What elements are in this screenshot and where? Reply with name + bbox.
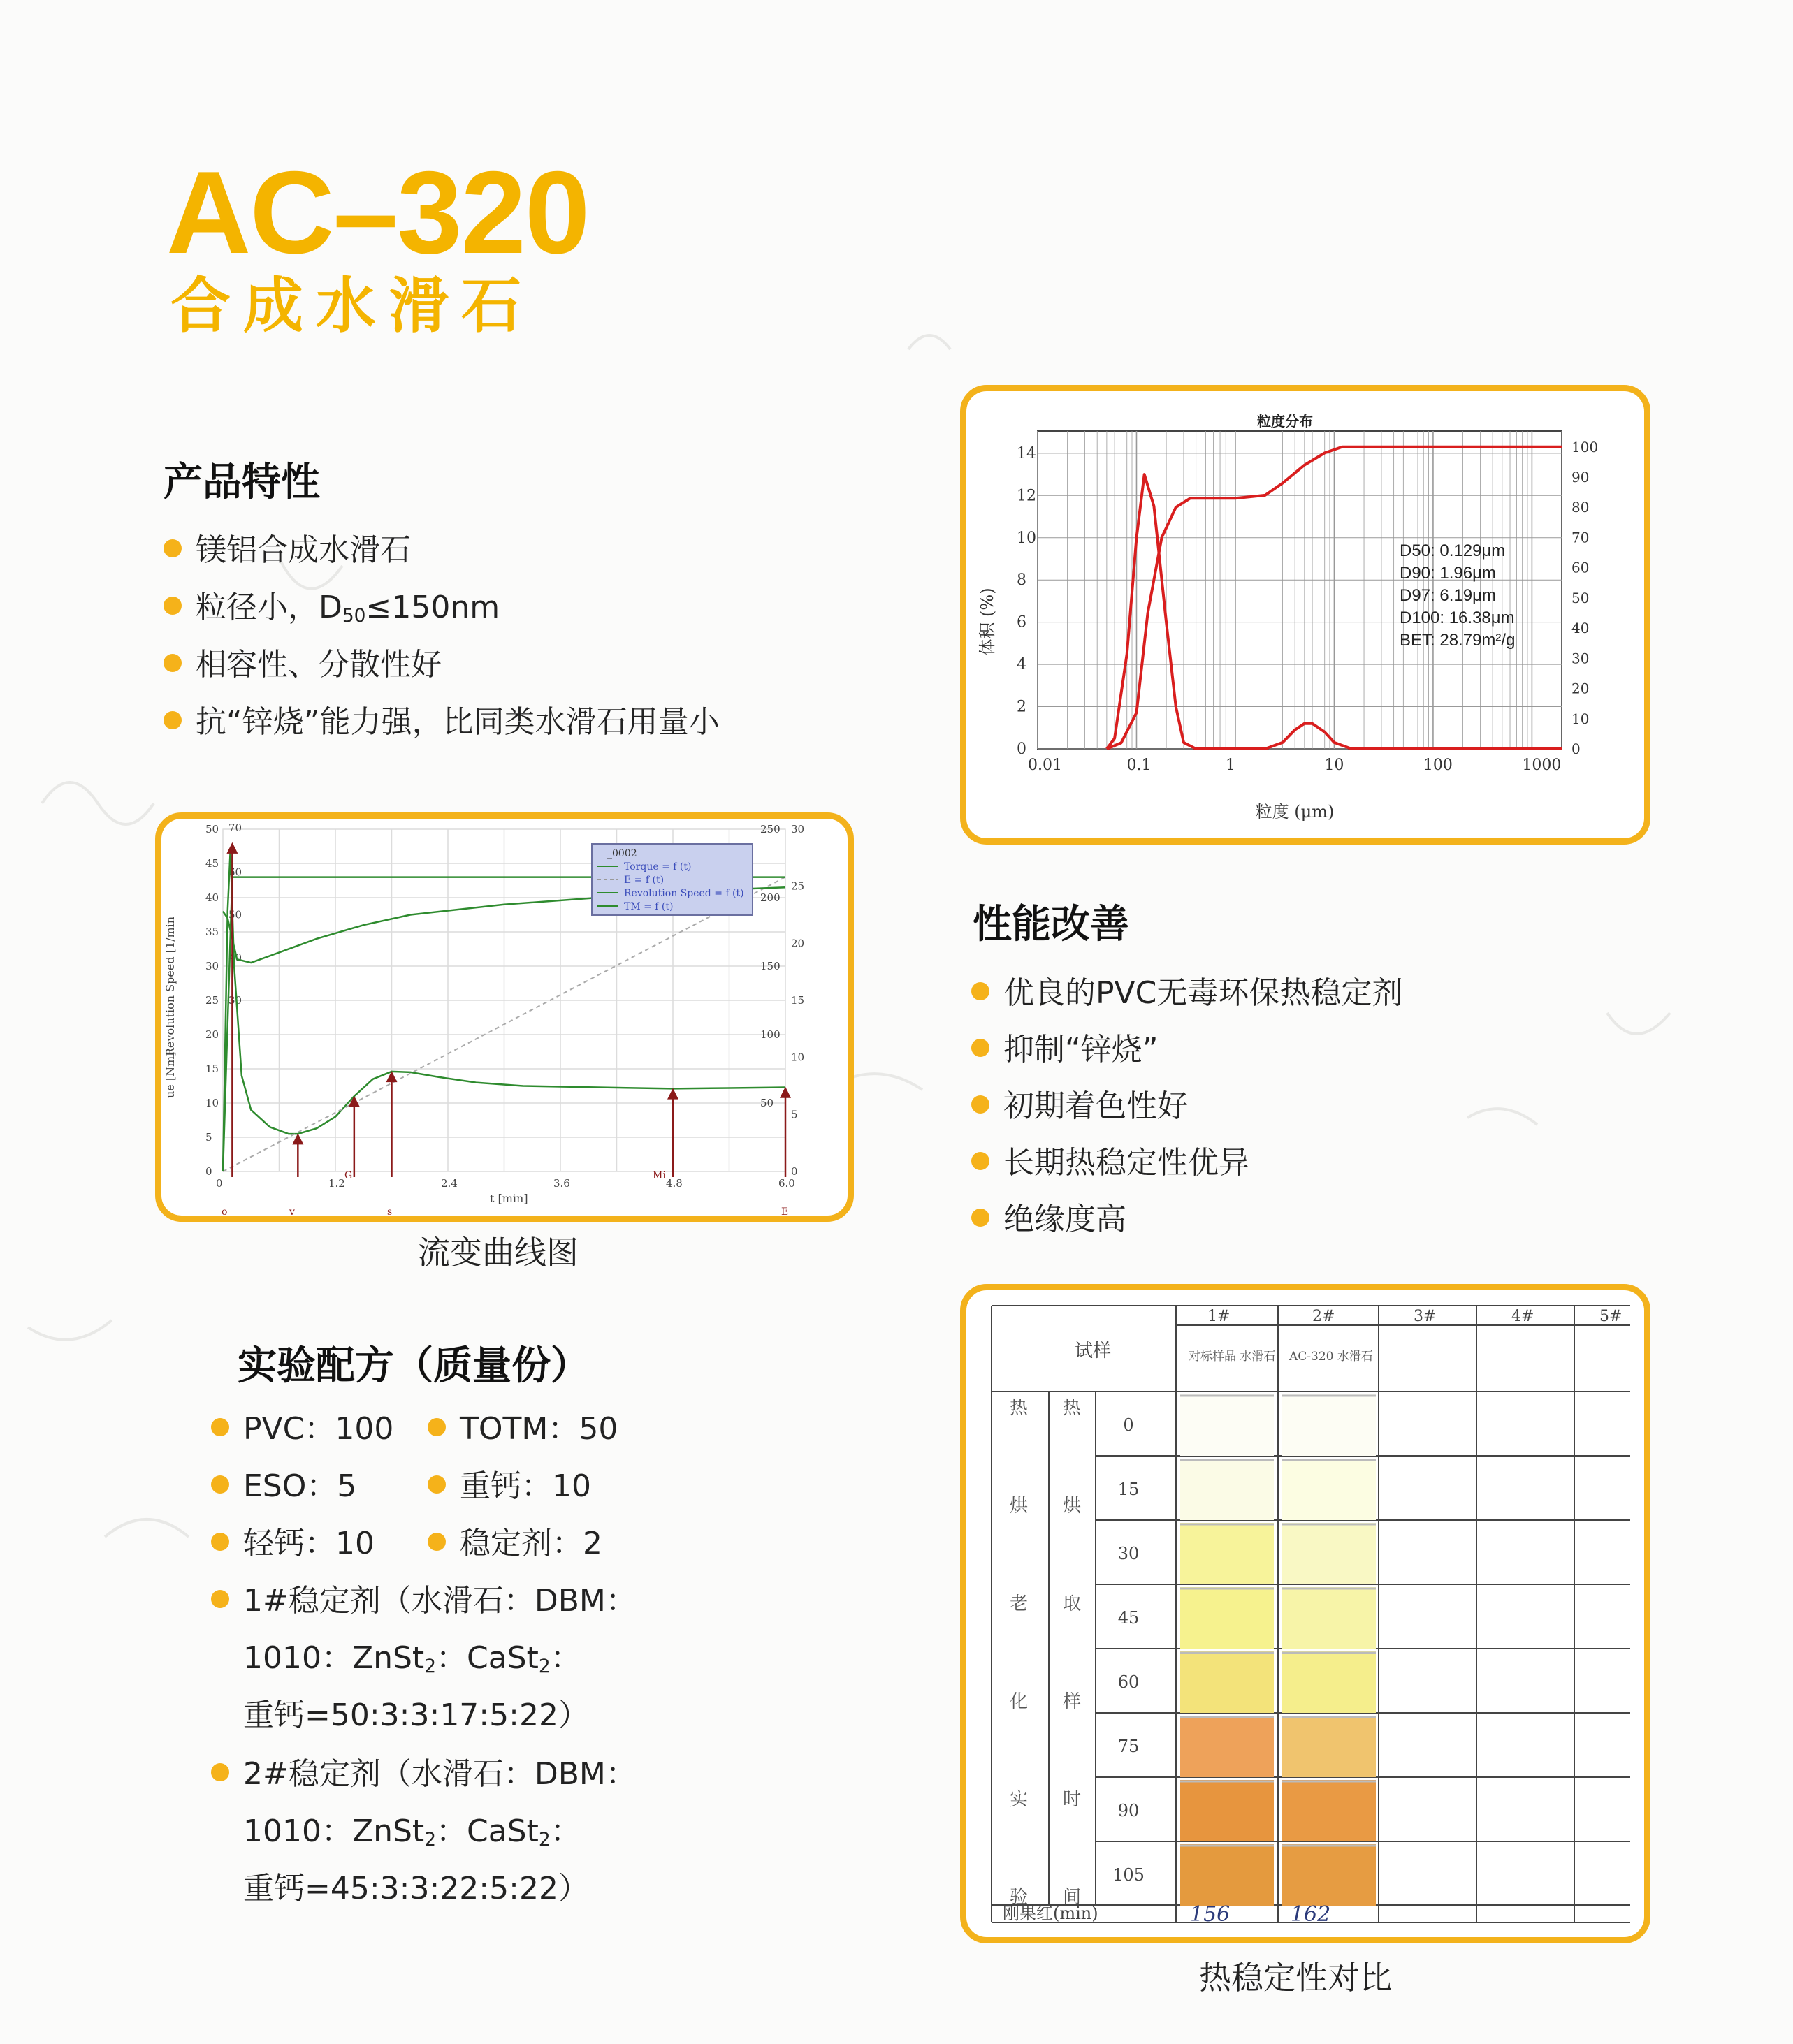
left-label: 热	[1010, 1398, 1029, 1419]
congo-value-2: 162	[1291, 1902, 1331, 1927]
right-tick: 70	[1571, 529, 1590, 546]
x-tick: 0.1	[1126, 757, 1152, 774]
performance-item: 优良的PVC无毒环保热稳定剂	[971, 978, 1402, 1009]
x-tick: 2.4	[441, 1177, 458, 1190]
product-name: 合成水滑石	[170, 271, 534, 341]
time-label: 15	[1117, 1480, 1140, 1499]
stabilizer-2-line1: 2#稳定剂（水滑石：DBM：	[211, 1759, 637, 1790]
left-label: 烘	[1010, 1496, 1029, 1517]
right-tick: 10	[1571, 710, 1590, 727]
time-label: 105	[1112, 1865, 1145, 1885]
bullet-icon	[971, 1039, 989, 1057]
marker-label-g: G	[344, 1170, 353, 1181]
left-label: 实	[1010, 1789, 1029, 1810]
column-header: 4#	[1511, 1308, 1534, 1325]
performance-item: 抑制“锌烧”	[971, 1035, 1159, 1065]
speed-tick: 150	[760, 960, 781, 972]
bullet-icon	[164, 597, 182, 615]
y-tick: 14	[1017, 444, 1036, 462]
y-tick: 6	[1017, 613, 1026, 632]
y-tick: 10	[1017, 529, 1036, 547]
color-swatch	[1180, 1651, 1274, 1713]
right-tick: 0	[1571, 740, 1581, 757]
bullet-icon	[971, 1152, 989, 1170]
right-tick: 20	[791, 937, 805, 950]
column-header: 5#	[1599, 1308, 1623, 1325]
bullet-icon	[428, 1418, 446, 1436]
bottom-mark: o	[222, 1206, 228, 1216]
performance-item: 初期着色性好	[971, 1091, 1188, 1122]
congo-value-1: 156	[1190, 1902, 1231, 1927]
right-tick: 50	[1571, 589, 1590, 606]
color-swatch	[1282, 1587, 1376, 1649]
particle-size-chart	[966, 391, 1644, 838]
thermal-panel	[960, 1284, 1650, 1943]
psd-title: 粒度分布	[1257, 413, 1313, 430]
x-tick: 4.8	[666, 1177, 683, 1190]
y-tick: 4	[1017, 656, 1026, 674]
performance-item: 长期热稳定性优异	[971, 1148, 1249, 1178]
color-swatch	[1180, 1716, 1274, 1777]
congo-label: 刚果红(min)	[1003, 1904, 1098, 1923]
bullet-icon	[971, 1095, 989, 1114]
svg-text:TM = f (t): TM = f (t)	[624, 901, 674, 912]
color-swatch	[1282, 1459, 1376, 1520]
right-tick: 25	[791, 879, 805, 893]
left-label: 烘	[1063, 1496, 1082, 1517]
svg-text:Revolution Speed = f (t): Revolution Speed = f (t)	[624, 888, 744, 899]
psd-ylabel: 体积 (%)	[978, 587, 997, 656]
column-header: 2#	[1312, 1308, 1335, 1325]
y-tick: 35	[205, 926, 219, 938]
left-label: 时	[1063, 1789, 1082, 1810]
y-tick: 10	[205, 1097, 219, 1109]
left-label: 样	[1063, 1691, 1082, 1712]
right-tick: 40	[1571, 620, 1590, 637]
y-tick: 0	[1017, 740, 1026, 758]
right-tick: 100	[1571, 438, 1599, 455]
right-tick: 15	[791, 994, 805, 1007]
bullet-icon	[164, 711, 182, 729]
tm-tick: 40	[228, 951, 242, 964]
rheology-ylabel: Revolution Speed [1/min	[164, 916, 177, 1056]
x-tick: 0	[216, 1177, 223, 1190]
column-header: 3#	[1414, 1308, 1437, 1325]
stabilizer-1-line3: 重钙=50:3:3:17:5:22）	[243, 1698, 589, 1733]
bullet-icon	[211, 1475, 229, 1494]
sample-header: 试样	[1075, 1341, 1112, 1362]
svg-text:D50: 0.129μm: D50: 0.129μm	[1400, 541, 1506, 560]
formula-item: 稳定剂：2	[428, 1528, 602, 1559]
y-tick: 40	[205, 891, 219, 904]
bullet-icon	[971, 1209, 989, 1227]
y-tick: 20	[205, 1028, 219, 1041]
feature-item: 镁铝合成水滑石	[164, 535, 411, 566]
bullet-icon	[971, 982, 989, 1000]
bullet-icon	[164, 654, 182, 672]
svg-text:Torque = f (t): Torque = f (t)	[624, 861, 692, 873]
left-label: 热	[1063, 1398, 1082, 1419]
bullet-icon	[164, 539, 182, 557]
color-swatch	[1282, 1523, 1376, 1584]
time-label: 90	[1117, 1801, 1140, 1820]
color-swatch	[1180, 1394, 1274, 1456]
y-tick: 0	[205, 1165, 212, 1178]
time-label: 30	[1117, 1544, 1140, 1563]
color-swatch	[1282, 1844, 1376, 1906]
performance-item: 绝缘度高	[971, 1204, 1126, 1235]
right-tick: 80	[1571, 499, 1590, 516]
color-swatch	[1180, 1523, 1274, 1584]
speed-tick: 50	[760, 1097, 774, 1109]
right-tick: 5	[791, 1108, 798, 1121]
color-swatch	[1282, 1716, 1376, 1777]
stabilizer-2-line2: 1010：ZnSt$_2$：CaSt$_2$：	[243, 1813, 581, 1850]
performance-title: 性能改善	[973, 902, 1129, 947]
x-tick: 6.0	[778, 1177, 795, 1190]
thermal-table	[966, 1290, 1644, 1937]
time-label: 75	[1117, 1737, 1140, 1756]
model-title: AC–320	[166, 147, 589, 278]
y-tick: 2	[1017, 698, 1026, 716]
speed-tick: 100	[760, 1028, 781, 1041]
color-swatch	[1282, 1780, 1376, 1841]
x-tick: 3.6	[553, 1177, 570, 1190]
thermal-caption: 热稳定性对比	[1199, 1959, 1392, 1996]
column-header: 1#	[1207, 1308, 1231, 1325]
formula-item: 重钙：10	[428, 1471, 591, 1502]
tm-tick: 60	[228, 866, 242, 879]
x-tick: 10	[1324, 757, 1344, 774]
y-tick: 8	[1017, 571, 1026, 590]
left-label: 老	[1010, 1593, 1029, 1614]
left-label: 间	[1063, 1887, 1082, 1908]
x-tick: 1000	[1522, 757, 1562, 774]
left-label: 化	[1010, 1691, 1029, 1712]
right-tick: 30	[791, 823, 805, 835]
marker-label-mi: Mi	[653, 1170, 666, 1181]
svg-text:D90: 1.96μm: D90: 1.96μm	[1400, 564, 1496, 583]
time-label: 0	[1123, 1415, 1134, 1435]
svg-text:_0002: _0002	[607, 848, 637, 859]
rheology-ylabel2: ue [Nm]	[164, 1051, 177, 1098]
formula-item: TOTM：50	[428, 1414, 618, 1445]
formula-item: 轻钙：10	[211, 1528, 375, 1559]
bullet-icon	[428, 1475, 446, 1494]
svg-text:D97: 6.19μm: D97: 6.19μm	[1400, 586, 1496, 605]
stabilizer-2-line3: 重钙=45:3:3:22:5:22）	[243, 1871, 589, 1906]
color-swatch	[1180, 1844, 1274, 1906]
rheology-caption: 流变曲线图	[418, 1234, 579, 1271]
speed-tick: 200	[760, 891, 781, 904]
left-label: 验	[1010, 1887, 1029, 1908]
y-tick: 5	[205, 1131, 212, 1144]
feature-item: 相容性、分散性好	[164, 650, 442, 680]
rheology-chart	[161, 819, 848, 1216]
y-tick: 15	[205, 1063, 219, 1075]
svg-text:D100: 16.38μm: D100: 16.38μm	[1400, 608, 1515, 627]
right-tick: 90	[1571, 468, 1590, 486]
bullet-icon	[211, 1418, 229, 1436]
y-tick: 25	[205, 994, 219, 1007]
tm-tick: 50	[228, 908, 242, 921]
bottom-mark: v	[289, 1206, 295, 1216]
right-tick: 60	[1571, 559, 1590, 576]
rheology-legend	[592, 844, 753, 915]
left-label: 取	[1063, 1593, 1082, 1614]
formula-item: PVC：100	[211, 1414, 393, 1445]
formula-item: ESO：5	[211, 1471, 356, 1502]
y-tick: 12	[1017, 487, 1036, 505]
tm-tick: 30	[228, 994, 242, 1007]
stabilizer-1-line1: 1#稳定剂（水滑石：DBM：	[211, 1586, 637, 1616]
time-label: 60	[1117, 1672, 1140, 1692]
y-tick: 45	[205, 857, 219, 870]
particle-size-panel	[960, 385, 1650, 845]
bullet-icon	[211, 1763, 229, 1781]
bullet-icon	[211, 1590, 229, 1608]
y-tick: 30	[205, 960, 219, 972]
right-tick: 0	[791, 1165, 798, 1178]
bottom-mark: s	[387, 1206, 393, 1216]
rheology-panel	[155, 812, 854, 1222]
stabilizer-1-line2: 1010：ZnSt$_2$：CaSt$_2$：	[243, 1640, 581, 1677]
color-swatch	[1282, 1394, 1376, 1456]
time-label: 45	[1117, 1608, 1140, 1628]
rheology-xlabel: t [min]	[490, 1192, 528, 1205]
color-swatch	[1180, 1587, 1274, 1649]
column-desc: AC-320 水滑石	[1289, 1350, 1373, 1364]
feature-item: 抗“锌烧”能力强，比同类水滑石用量小	[164, 707, 720, 738]
tm-tick: 70	[228, 822, 242, 834]
x-tick: 1	[1225, 757, 1235, 774]
x-tick: 100	[1423, 757, 1453, 774]
color-swatch	[1180, 1780, 1274, 1841]
color-swatch	[1180, 1459, 1274, 1520]
features-title: 产品特性	[164, 460, 320, 505]
color-swatch	[1282, 1651, 1376, 1713]
feature-item: 粒径小，$D_{50}\le 150nm$	[164, 592, 500, 625]
right-tick: 30	[1571, 650, 1590, 667]
svg-text:E = f (t): E = f (t)	[624, 875, 665, 886]
bullet-icon	[211, 1533, 229, 1551]
speed-tick: 250	[760, 823, 781, 835]
svg-text:BET: 28.79m²/g: BET: 28.79m²/g	[1400, 631, 1516, 650]
formula-title: 实验配方（质量份）	[238, 1343, 590, 1389]
y-tick: 50	[205, 823, 219, 835]
x-tick: 0.01	[1028, 757, 1062, 774]
psd-xlabel: 粒度 (μm)	[1255, 802, 1335, 822]
bullet-icon	[428, 1533, 446, 1551]
right-tick: 10	[791, 1051, 805, 1064]
right-tick: 20	[1571, 680, 1590, 697]
x-tick: 1.2	[328, 1177, 345, 1190]
bottom-mark: E	[781, 1206, 789, 1216]
column-desc: 对标样品 水滑石	[1189, 1350, 1276, 1364]
